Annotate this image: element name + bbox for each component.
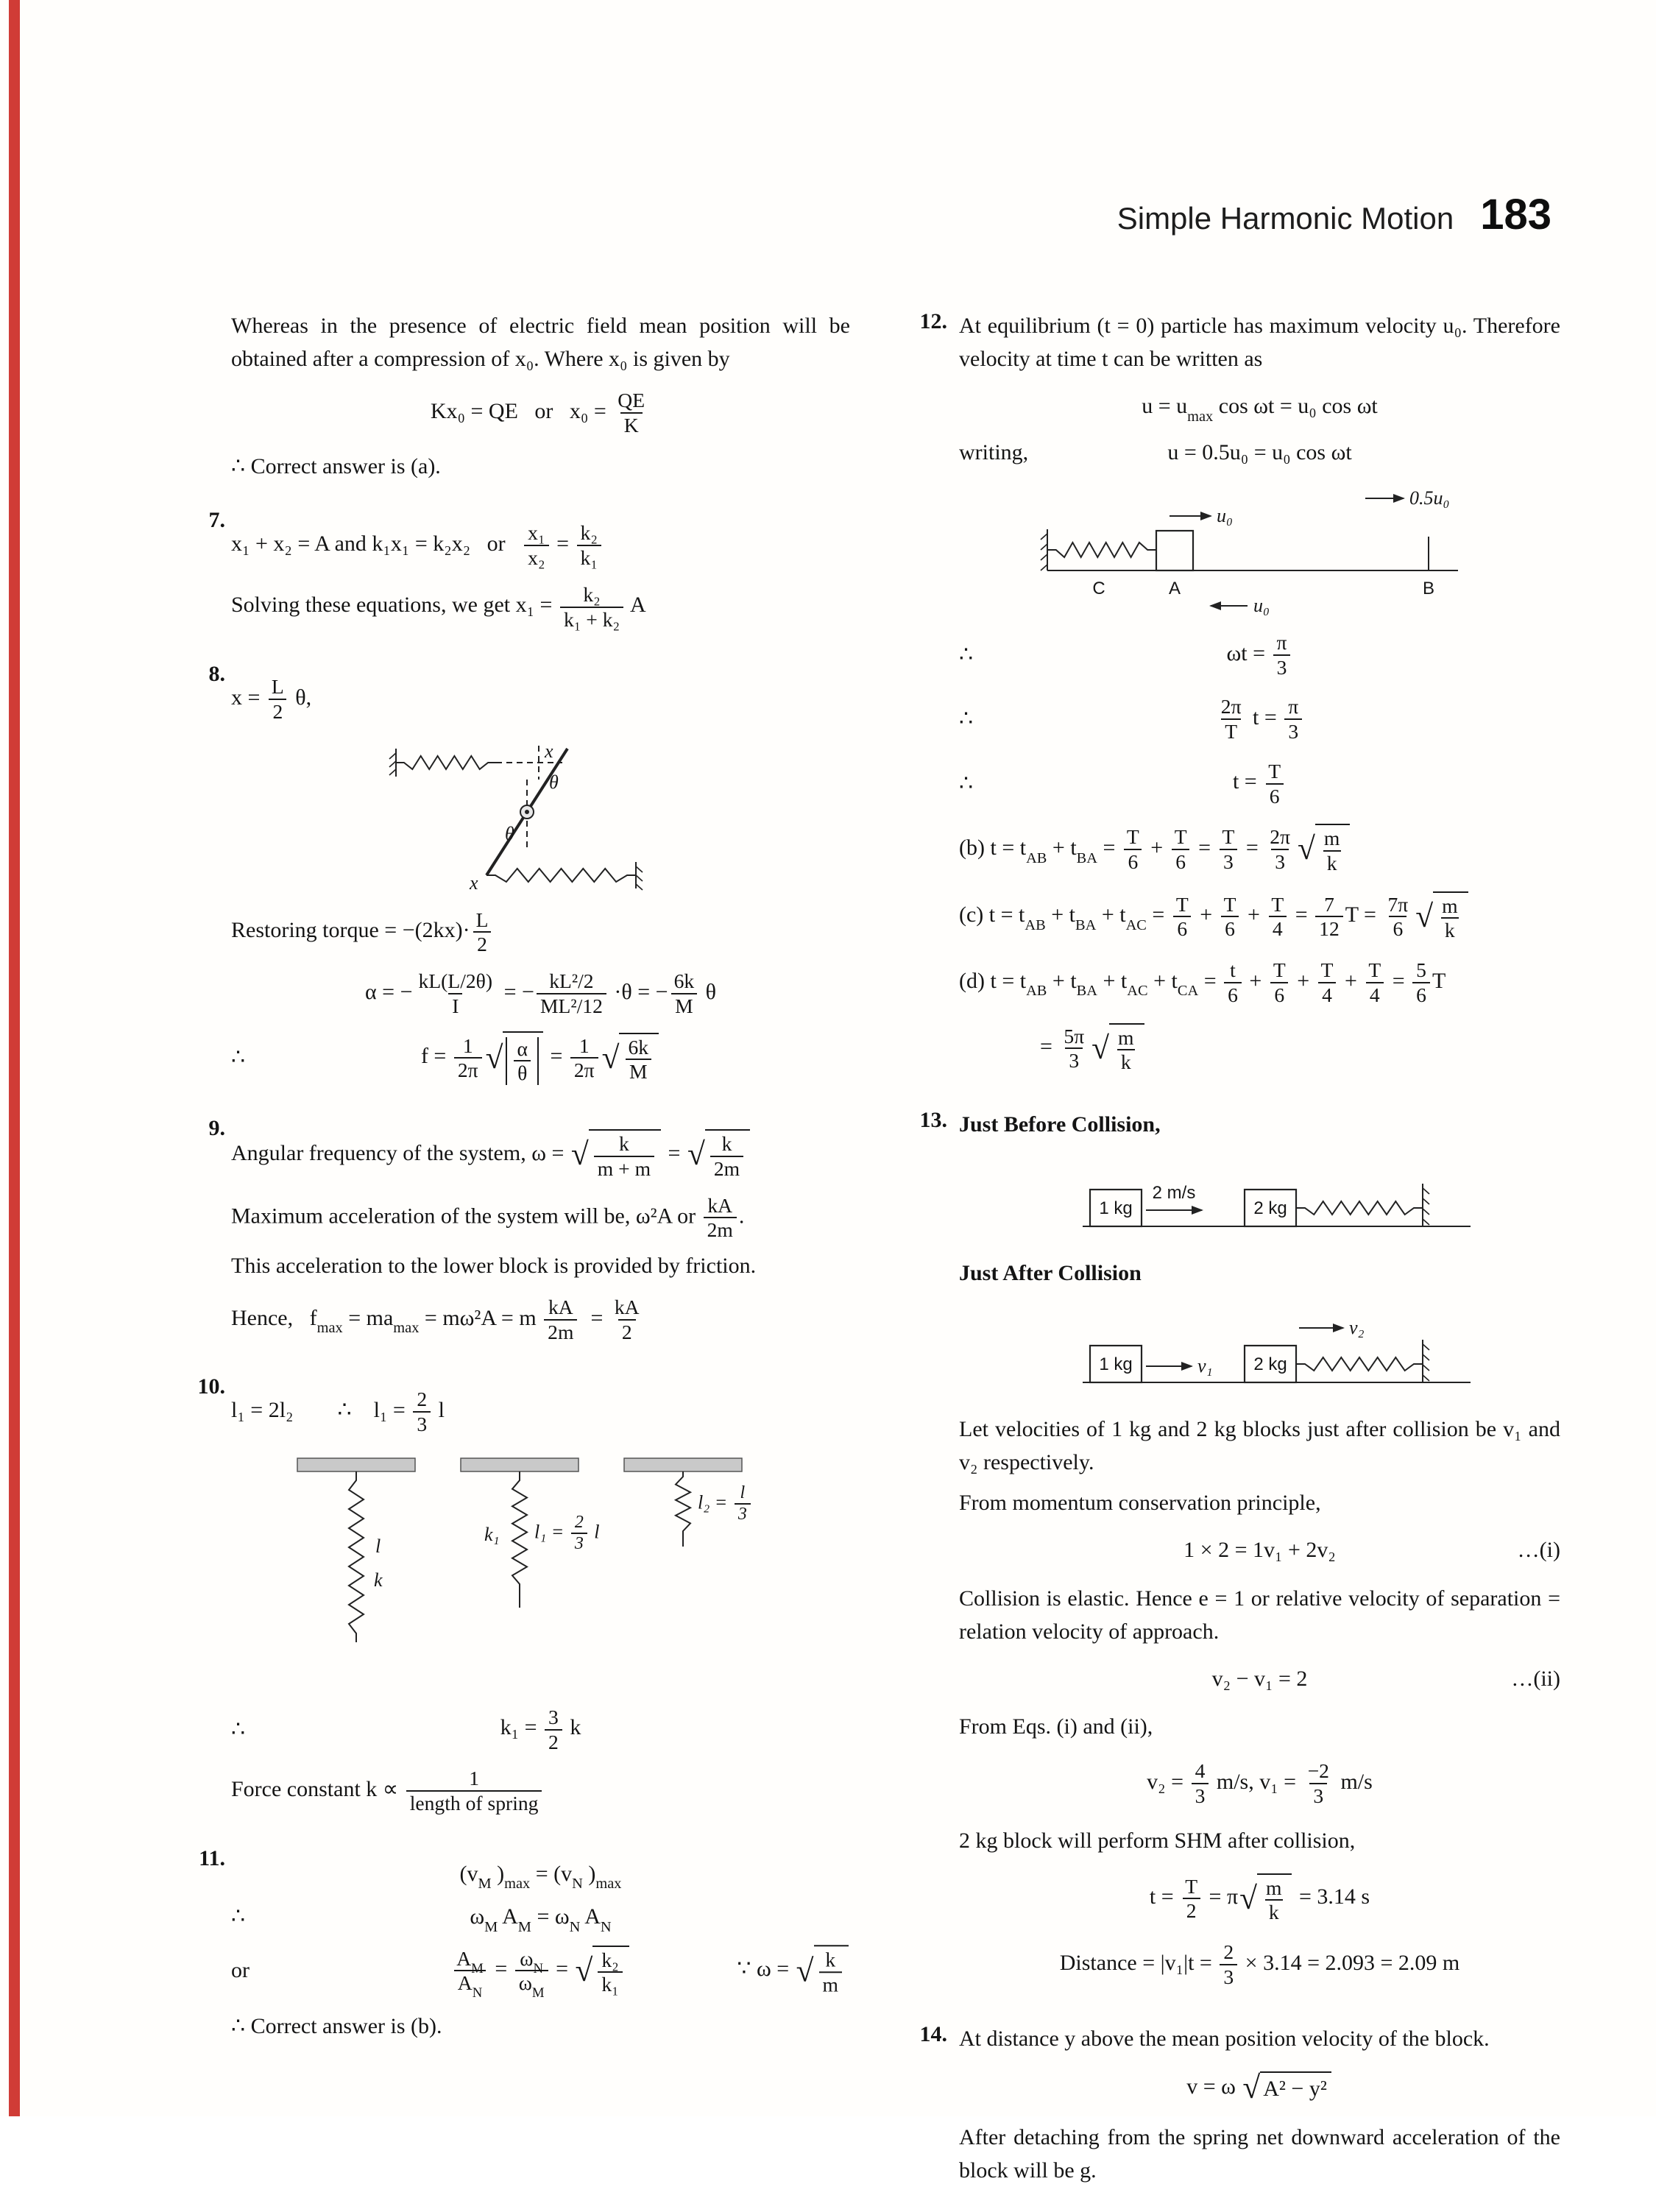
because-note: ∵ ω = √ $\frac{k}{m}$ — [737, 1946, 850, 1996]
block — [1156, 531, 1193, 570]
equation: Kx₀ = QE or x₀ = $\frac{QE}{K}$ — [430, 389, 645, 437]
item-number: 13. — [919, 1108, 947, 1133]
subheading: Just Before Collision, — [959, 1112, 1161, 1137]
velocity-label: u₀ — [1253, 595, 1270, 616]
paragraph: From Eqs. (i) and (ii), — [959, 1714, 1153, 1739]
before-collision-diagram — [1069, 1153, 1560, 1245]
block-label: 2 kg — [1253, 1354, 1287, 1375]
equation-row — [231, 969, 850, 1017]
displacement-label: x — [470, 872, 478, 894]
paragraph: Let velocities of 1 kg and 2 kg blocks just after collision be v₁ and v₂ respectively. — [959, 1417, 1560, 1475]
angle-label: θ — [549, 771, 559, 793]
equation-row — [231, 1031, 850, 1085]
equation: l₁ = 2l₂ ∴ l₁ = $\frac{2}{3}$ l — [231, 1388, 445, 1436]
equation: $\frac{2\pi}{T}$ t = $\frac{\pi}{3}$ — [1215, 705, 1304, 729]
page-header — [1117, 190, 1551, 239]
wall-hatching — [1423, 1344, 1429, 1381]
length-label: l — [375, 1535, 381, 1557]
item-number: 12. — [919, 309, 947, 333]
equation: Angular frequency of the system, ω = √ $\frac{k}{m + m}$ = √ $\frac{k}{2m}$ — [231, 1141, 751, 1165]
displacement-label: x — [545, 740, 553, 762]
equation-row — [959, 760, 1560, 808]
angle-label: θ — [505, 822, 514, 844]
equation-row — [231, 521, 850, 569]
equation-tag: …(i) — [1517, 1538, 1560, 1563]
three-springs-figure — [275, 1449, 761, 1692]
equation: f = $\frac{1}{2\pi}$ √ $\frac{\alpha}{\theta}$ = $\frac{1}{2\pi}$ √ $\frac{6k}{M}$ — [421, 1044, 660, 1068]
spring — [676, 1471, 690, 1536]
equation: t = $\frac{T}{2}$ = π √ $\frac{m}{k}$ = 3.14 s — [1149, 1874, 1370, 1924]
item-body — [231, 508, 850, 644]
equation-row — [959, 1759, 1560, 1807]
equation-row — [959, 2071, 1560, 2105]
ceiling-bar — [461, 1458, 578, 1471]
equation: ($v_M$ )$_{max} = (v_N$ )$_{max}$ — [459, 1861, 622, 1893]
equation-row — [231, 1706, 850, 1753]
block-label: 1 kg — [1099, 1198, 1133, 1219]
rod-two-springs-figure — [386, 737, 702, 895]
item-number-spacer — [193, 309, 231, 490]
page-number: 183 — [1480, 191, 1551, 238]
paragraph: Maximum acceleration of the system will be, ω²A or $\frac{kA}{2m}$ . — [231, 1193, 745, 1242]
writing-label: writing, — [959, 439, 1029, 464]
paragraph: After detaching from the spring net downward acceleration of the block will be g. — [959, 2124, 1560, 2183]
therefore-symbol: ∴ — [959, 771, 974, 796]
equation: α = − $\frac{kL(L/2\theta)}{I}$ = − $\frac{\text{kL²/2}}{\text{ML²/12}}$ ·θ = − $\frac{6k}{M}$ θ — [364, 969, 717, 1017]
equation-row — [231, 1859, 850, 1893]
equation-row — [959, 392, 1560, 425]
item-number: 10. — [197, 1374, 225, 1399]
equation-row — [959, 824, 1560, 874]
equation: x = $\frac{L}{2}$ θ, — [231, 675, 312, 724]
ceiling-bar — [297, 1458, 415, 1471]
equation: $\omega_M$ $A_M = \omega_N$ $A_N$ — [470, 1904, 612, 1935]
item-number: 7. — [208, 508, 225, 533]
before-collision-figure — [1069, 1153, 1482, 1245]
block-label: 1 kg — [1099, 1354, 1133, 1375]
solution-item-11 — [193, 1846, 850, 2050]
equation-row — [959, 1023, 1560, 1074]
equation-row — [231, 389, 850, 437]
equation-row — [959, 438, 1560, 468]
equation-row — [231, 583, 850, 631]
speed-label: 2 m/s — [1152, 1183, 1196, 1204]
therefore-symbol: ∴ — [231, 1717, 246, 1742]
equation-row — [231, 1767, 850, 1815]
therefore-symbol: ∴ — [959, 642, 974, 667]
paragraph: From momentum conservation principle, — [959, 1491, 1321, 1516]
velocity-label: u₀ — [1217, 505, 1234, 526]
pivot-center — [525, 810, 529, 814]
position-label-c: C — [1092, 579, 1105, 598]
solution-item-14 — [903, 2022, 1560, 2194]
equation: Hence, $f_{max} = ma_{max} = m\omega^2A = m$ $\frac{kA}{2m}$ = $\frac{kA}{2}$ — [231, 1295, 640, 1343]
equation-row — [959, 1536, 1560, 1566]
equation-row — [959, 631, 1560, 679]
equation: Distance = |v₁|t = $\frac{2}{3}$ × 3.14 = 2.093 = 2.09 m — [1059, 1940, 1460, 1988]
equation-row — [959, 1664, 1560, 1695]
item-body — [959, 2022, 1560, 2194]
wall-hatching — [636, 866, 643, 890]
intro-continuation — [193, 309, 850, 490]
position-label-a: A — [1168, 579, 1181, 598]
therefore-symbol: ∴ — [231, 1045, 246, 1070]
length-label: l₂ = $\frac{l}{3}$ — [698, 1483, 753, 1525]
paragraph: This acceleration to the lower block is provided by friction. — [231, 1253, 757, 1278]
item-number: 14. — [919, 2022, 947, 2047]
equation-row — [231, 675, 850, 723]
item-number: 9. — [208, 1116, 225, 1141]
equation-row — [959, 958, 1560, 1006]
after-collision-diagram — [1069, 1301, 1560, 1401]
content-columns — [193, 309, 1560, 2212]
equation: u = 0.5u₀ = u₀ cos ωt — [1167, 439, 1352, 464]
solution-item-10 — [193, 1374, 850, 1828]
solution-item-7 — [193, 508, 850, 644]
velocity-label: v₁ — [1197, 1355, 1213, 1377]
item-body — [231, 1374, 850, 1828]
spring — [396, 756, 496, 769]
equation-row — [959, 891, 1560, 942]
equation: t = $\frac{T}{6}$ — [1233, 769, 1287, 794]
paragraph: 2 kg block will perform SHM after collision, — [959, 1828, 1356, 1853]
wall-hatching — [1423, 1188, 1429, 1225]
or-label: or — [231, 1958, 250, 1983]
left-column — [193, 309, 850, 2212]
equation: v = ω √ A² − y² — [1186, 2074, 1333, 2099]
solution-item-9 — [193, 1116, 850, 1357]
rod-two-springs-diagram — [386, 737, 850, 895]
stiffness-label: k₁ — [484, 1523, 500, 1545]
answer-line: ∴ Correct answer is (b). — [231, 2014, 442, 2039]
velocity-label: 0.5u₀ — [1409, 487, 1450, 509]
chapter-title: Simple Harmonic Motion — [1117, 201, 1454, 236]
wall-hatching — [389, 753, 396, 775]
item-body — [231, 662, 850, 1098]
equation-row — [959, 1873, 1560, 1924]
solution-item-8 — [193, 662, 850, 1098]
spring — [512, 1471, 527, 1593]
equation: = $\frac{5\pi}{3}$ √ $\frac{m}{k}$ — [1040, 1034, 1146, 1059]
item-body — [959, 309, 1560, 1090]
equation: Restoring torque = −(2kx)· $\frac{L}{2}$ — [231, 918, 494, 942]
after-collision-figure — [1069, 1301, 1482, 1401]
spring-block-diagram — [1025, 484, 1560, 615]
equation: v₂ − v₁ = 2 — [1211, 1666, 1308, 1691]
equation-row — [231, 1129, 850, 1180]
item-body — [959, 1108, 1560, 2004]
paragraph: Collision is elastic. Hence e = 1 or relative velocity of separation = relation velocity of approach. — [959, 1586, 1560, 1644]
spring-block-figure — [1025, 484, 1482, 615]
spring — [486, 869, 636, 882]
item-number: 8. — [208, 662, 225, 687]
item-number: 11. — [199, 1845, 225, 1870]
intro-body — [231, 309, 850, 490]
right-column — [903, 309, 1560, 2212]
equation-row — [959, 695, 1560, 743]
paragraph: At distance y above the mean position velocity of the block. — [959, 2027, 1490, 2052]
equation-row — [231, 1296, 850, 1343]
solution-item-13 — [903, 1108, 1560, 2004]
equation-tag: …(ii) — [1511, 1666, 1560, 1691]
equation-row — [231, 1902, 850, 1935]
equation-row — [231, 1946, 850, 2001]
paragraph: At equilibrium (t = 0) particle has maximum velocity u₀. Therefore velocity at time t can be written as — [959, 314, 1560, 371]
therefore-symbol: ∴ — [959, 706, 974, 731]
equation: $u = u_{max}$ cos ωt = u₀ cos ωt — [1142, 394, 1378, 425]
subheading: Just After Collision — [959, 1261, 1142, 1286]
equation: Force constant k ∝ $\frac{1}{\text{length of spring}}$ — [231, 1777, 544, 1801]
item-body — [231, 1116, 850, 1357]
position-label-b: B — [1422, 579, 1435, 598]
equation-row — [231, 1388, 850, 1435]
spring — [349, 1471, 364, 1642]
solution-item-12 — [903, 309, 1560, 1090]
equation: $\frac{A_M}{A_N}$ = $\frac{\omega_N}{\omega_M}$ = √ $\frac{\text{k₂}}{\text{k₁}}$ — [450, 1957, 631, 1981]
spring — [1296, 1201, 1423, 1215]
page-edge-strip — [9, 0, 20, 2116]
equation: x₁ + x₂ = A and k₁x₁ = k₂x₂ or $\frac{\text{x₁}}{\text{x₂}}$ = $\frac{\text{k₂}}{\text{k₁}}$ — [231, 531, 604, 556]
equation-row — [959, 1940, 1560, 1988]
intro-paragraph: Whereas in the presence of electric field mean position will be obtained after a compression of x₀. Where x₀ is given by — [231, 314, 850, 371]
equation: k₁ = $\frac{3}{2}$ k — [500, 1705, 581, 1753]
ceiling-bar — [624, 1458, 742, 1471]
velocity-label: v₂ — [1349, 1317, 1365, 1339]
three-springs-diagram — [275, 1449, 850, 1692]
equation: Solving these equations, we get x₁ = $\frac{\text{k₂}}{\text{k₁ + k₂}}$ A — [231, 582, 646, 631]
equation: (d) $t = t_{AB} + t_{BA} + t_{AC} + t_{CA}$ = $\frac{t}{6}$ + $\frac{T}{6}$ + $\frac{T}{4}$ + $\frac{T}{4}$ = $\frac{5}{6}$ T — [959, 958, 1446, 1006]
equation: ωt = $\frac{\pi}{3}$ — [1227, 641, 1293, 665]
wall-hatching — [1041, 534, 1047, 570]
equation: 1 × 2 = 1v₁ + 2v₂ — [1183, 1538, 1336, 1563]
answer-line: ∴ Correct answer is (a). — [231, 454, 441, 479]
block-label: 2 kg — [1253, 1198, 1287, 1219]
spring — [1296, 1357, 1423, 1371]
equation: (c) $t = t_{AB} + t_{BA} + t_{AC}$ = $\frac{T}{6}$ + $\frac{T}{6}$ + $\frac{T}{4}$ = $\frac{7}{12}$ T = $\frac{7\pi}{6}$ √ $\frac{m}{k}$ — [959, 902, 1470, 927]
equation: (b) $t = t_{AB} + t_{BA}$ = $\frac{T}{6}$ + $\frac{T}{6}$ = $\frac{T}{3}$ = $\frac{2\pi}{3}$ √ $\frac{m}{k}$ — [959, 835, 1351, 860]
equation-row — [231, 908, 850, 956]
length-label: l₁ = $\frac{2}{3}$ l — [534, 1512, 600, 1554]
spring — [1047, 543, 1156, 557]
stiffness-label: k — [374, 1569, 383, 1591]
item-body — [231, 1846, 850, 2050]
equation: v₂ = $\frac{4}{3}$ m/s, v₁ = $\frac{-2}{3}$ m/s — [1147, 1759, 1373, 1807]
therefore-symbol: ∴ — [231, 1904, 246, 1929]
